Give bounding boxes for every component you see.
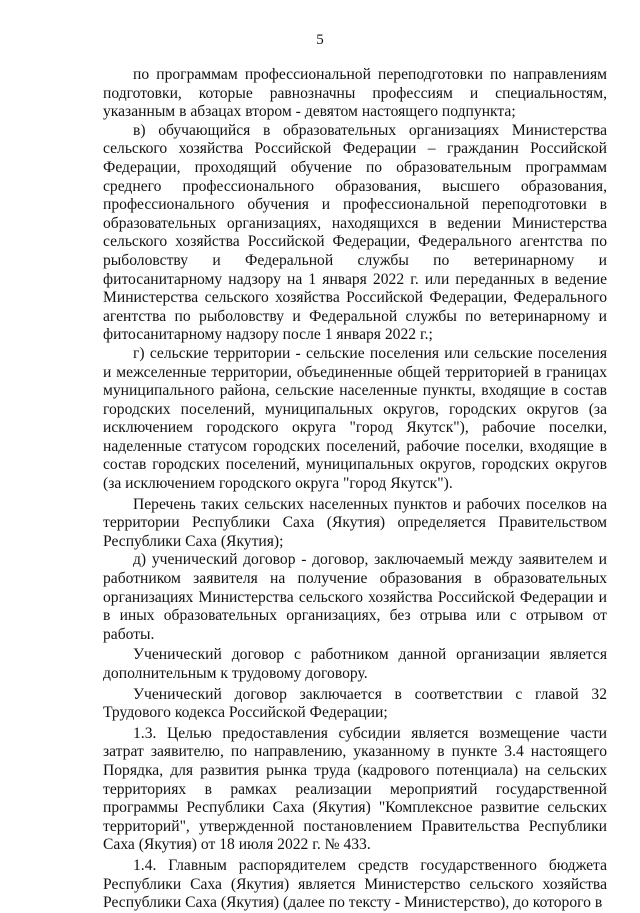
- paragraph-retraining-continuation: по программам профессиональной переподготовки по направлениям подготовки, которые равнозначны профессиям и специальностям, указанным в абзацах втором - девятом настоящего подпункта;: [103, 66, 607, 121]
- paragraph-1-4-main-administrator: 1.4. Главным распорядителем средств государственного бюджета Республики Саха (Якутия) является Министерство сельского хозяйства Республики Саха (Якутия) (далее по тексту - Министерство), до которого в: [103, 856, 607, 912]
- paragraph-item-g-rural-territories: г) сельские территории - сельские поселения или сельские поселения и межселенные территории, объединенные общей территорией в границах муниципального района, сельские населенные пункты, входящие в состав городских поселений, муниципальных округов, городских округов (за исключением городского округа "город Якутск"), рабочие поселки, наделенные статусом городских поселений, рабочие поселки, входящие в состав городских поселений, муниципальных округов, городских округов (за исключением городского округа "город Якутск").: [103, 344, 607, 493]
- paragraph-item-d-apprentice-contract: д) ученический договор - договор, заключаемый между заявителем и работником заявителя на получение образования в образовательных организациях Министерства сельского хозяйства Российской Федерации и в иных образовательных организациях, без отрыва или с отрывом от работы.: [103, 551, 607, 643]
- paragraph-item-v-student: в) обучающийся в образовательных организациях Министерства сельского хозяйства Российской Федерации – гражданин Российской Федерации, проходящий обучение по образовательным программам среднего профессионального образования, высшего образования, профессионального обучения и профессиональной переподготовки в образовательных организациях, находящихся в ведении Министерства сельского хозяйства Российской Федерации, Федерального агентства по рыболовству и Федеральной службы по ветеринарному и фитосанитарному надзору на 1 января 2022 г. или переданных в ведение Министерства сельского хозяйства Российской Федерации, Федерального агентства по рыболовству и Федеральной службы по ветеринарному и фитосанитарному надзору после 1 января 2022 г.;: [103, 121, 607, 344]
- paragraph-contract-labor-code: Ученический договор заключается в соответствии с главой 32 Трудового кодекса Российской Федерации;: [103, 685, 607, 722]
- page-number: 5: [316, 32, 324, 48]
- document-body: [103, 66, 607, 913]
- paragraph-list-of-settlements: Перечень таких сельских населенных пунктов и рабочих поселков на территории Республики Саха (Якутия) определяется Правительством Республики Саха (Якутия);: [103, 495, 607, 550]
- paragraph-1-3-purpose: 1.3. Целью предоставления субсидии является возмещение части затрат заявителю, по направлению, указанному в пункте 3.4 настоящего Порядка, для развития рынка труда (кадрового потенциала) на сельских территориях в рамках реализации мероприятий государственной программы Республики Саха (Якутия) "Комплексное развитие сельских территорий", утвержденной постановлением Правительства Республики Саха (Якутия) от 18 июля 2022 г. № 433.: [103, 724, 607, 854]
- paragraph-contract-additional: Ученический договор с работником данной организации является дополнительным к трудовому договору.: [103, 646, 607, 682]
